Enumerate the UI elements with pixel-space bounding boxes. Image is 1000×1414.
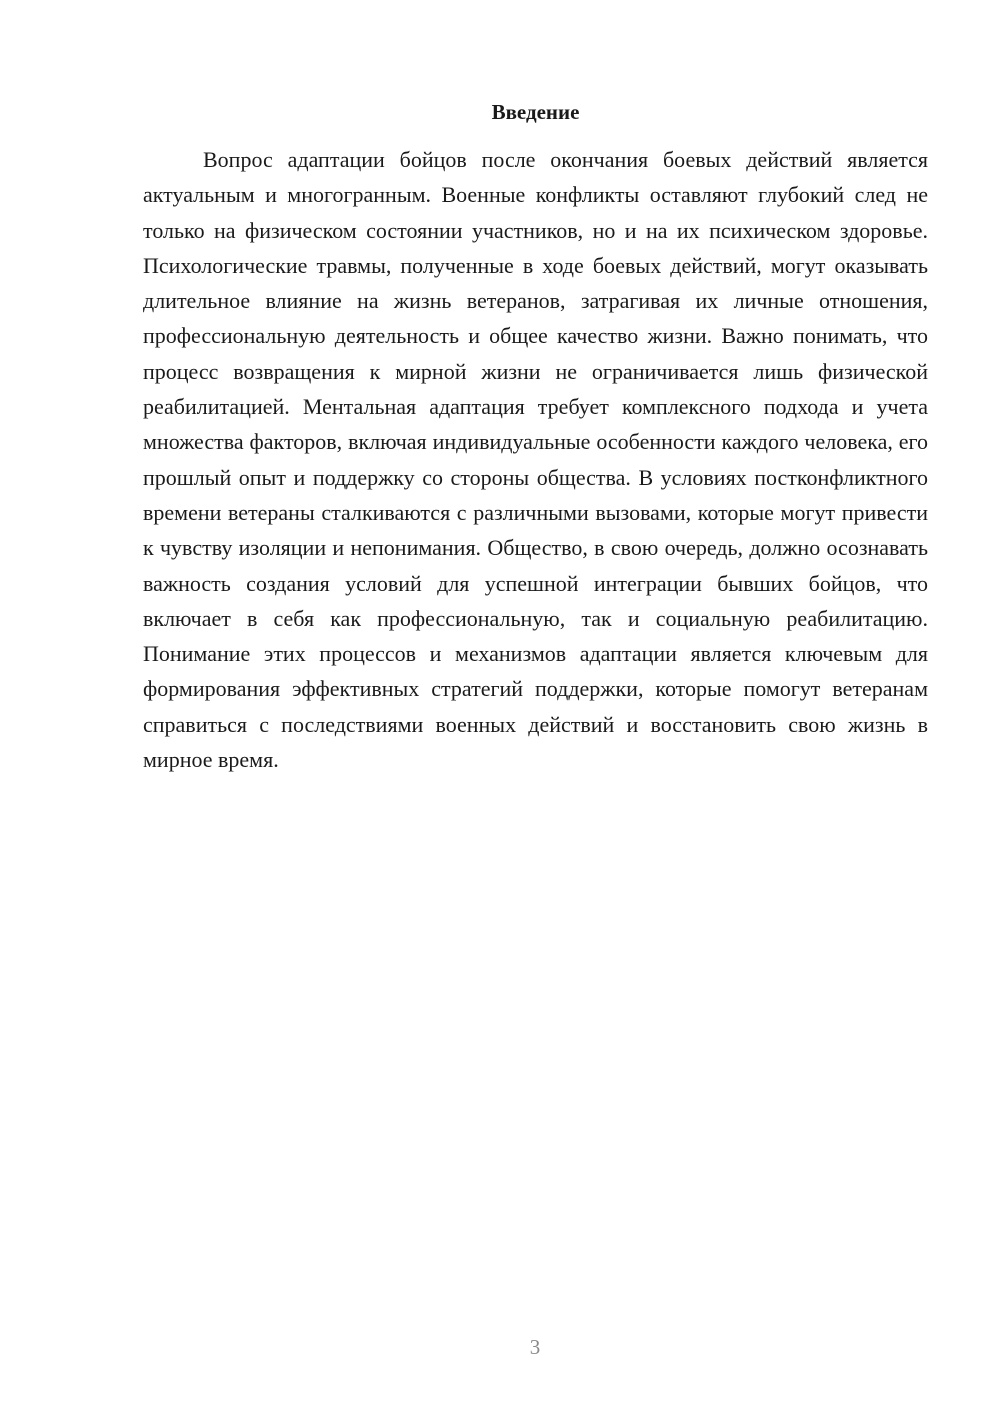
page-number: 3 — [529, 1335, 541, 1359]
body-paragraph: Вопрос адаптации бойцов после окончания боевых действий является актуальным и многогранным. Военные конфликты оставляют глубокий след не только на физическом состоянии участников, но и на их психическом здоровье. Психологические травмы, полученные в ходе боевых действий, могут оказывать длительное влияние на жизнь ветеранов, затрагивая их личные отношения, профессиональную деятельность и общее качество жизни. Важно понимать, что процесс возвращения к мирной жизни не ограничивается лишь физической реабилитацией. Ментальная адаптация требует комплексного подхода и учета множества факторов, включая индивидуальные особенности каждого человека, его прошлый опыт и поддержку со стороны общества. В условиях постконфликтного времени ветераны сталкиваются с различными вызовами, которые могут привести к чувству изоляции и непонимания. Общество, в свою очередь, должно осознавать важность создания условий для успешной интеграции бывших бойцов, что включает в себя как профессиональную, так и социальную реабилитацию. Понимание этих процессов и механизмов адаптации является ключевым для формирования эффективных стратегий поддержки, которые помогут ветеранам справиться с последствиями военных действий и восстановить свою жизнь в мирное время. — [143, 147, 928, 773]
section-heading: Введение — [491, 100, 580, 124]
